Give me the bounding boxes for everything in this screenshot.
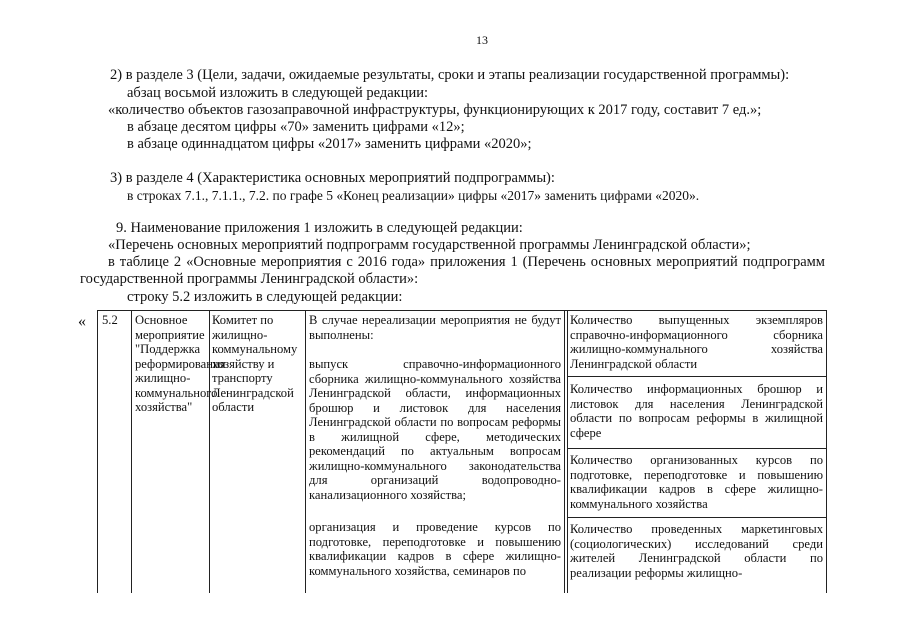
indicator-2: Количество информационных брошюр и листовок для населения Ленинградской области по вопросам реформы в жилищной сфере	[570, 382, 823, 440]
row-number: 5.2	[102, 313, 118, 327]
section-9-paragraph: в таблице 2 «Основные мероприятия с 2016 года» приложения 1 (Перечень основных мероприятий подпрограмм государственной программы Ленинградской области»:	[80, 254, 825, 287]
event-name: Основное мероприятие "Поддержка реформирования жилищно-коммунального хозяйства"	[135, 313, 226, 414]
section-2-line-2: «количество объектов газозаправочной инфраструктуры, функционирующих к 2017 году, составит 7 ед.»;	[108, 102, 762, 118]
table-inner-border	[567, 517, 827, 518]
table-inner-border	[567, 376, 827, 377]
section-9-line-3: строку 5.2 изложить в следующей редакции:	[127, 289, 403, 305]
table-top-border	[97, 310, 827, 311]
section-9-line-1: «Перечень основных мероприятий подпрограмм государственной программы Ленинградской области»;	[108, 237, 751, 253]
table-border	[97, 310, 98, 593]
table-row-5-2	[97, 310, 827, 593]
risk-paragraph-1: выпуск справочно-информационного сборника жилищно-коммунального хозяйства Ленинградской области, информационных брошюр и листовок для населения Ленинградской области по вопросам реформы в жилищной сфере, методических рекомендаций по актуальным вопросам жилищно-коммунального законодательства для организаций водопроводно-канализационного хозяйства;	[309, 357, 561, 502]
section-3-line-1: в строках 7.1., 7.1.1., 7.2. по графе 5 «Конец реализации» цифры «2017» заменить цифрами «2020».	[127, 188, 700, 203]
table-border	[131, 310, 132, 593]
table-inner-border	[567, 448, 827, 449]
risk-intro: В случае нереализации мероприятия не будут выполнены:	[309, 313, 561, 342]
executor: Комитет по жилищно-коммунальному хозяйству и транспорту Ленинградской области	[212, 313, 298, 414]
section-2-heading: 2) в разделе 3 (Цели, задачи, ожидаемые результаты, сроки и этапы реализации государственной программы):	[110, 67, 790, 83]
section-2-line-1: абзац восьмой изложить в следующей редакции:	[127, 85, 429, 101]
table-border	[564, 310, 565, 593]
indicator-1: Количество выпущенных экземпляров справочно-информационного сборника жилищно-коммунального хозяйства Ленинградской области	[570, 313, 823, 371]
indicator-4: Количество проведенных маркетинговых (социологических) исследований среди жителей Ленинградской области по реализации реформы жилищно-	[570, 522, 823, 580]
section-3-heading: 3) в разделе 4 (Характеристика основных мероприятий подпрограммы):	[110, 170, 555, 186]
table-border	[209, 310, 210, 593]
table-border	[567, 310, 568, 593]
risk-paragraph-2: организация и проведение курсов по подготовке, переподготовке и повышению квалификации кадров в сфере жилищно-коммунального хозяйства, семинаров по	[309, 520, 561, 578]
table-border	[305, 310, 306, 593]
section-2-line-4: в абзаце одиннадцатом цифры «2017» заменить цифрами «2020»;	[127, 136, 532, 152]
section-2-line-3: в абзаце десятом цифры «70» заменить цифрами «12»;	[127, 119, 465, 135]
indicator-3: Количество организованных курсов по подготовке, переподготовке и повышению квалификации кадров в сфере жилищно-коммунального хозяйства	[570, 453, 823, 511]
page-number: 13	[476, 33, 488, 47]
table-border	[826, 310, 827, 593]
section-9-heading: 9. Наименование приложения 1 изложить в следующей редакции:	[116, 220, 523, 236]
table-open-quote: «	[78, 313, 86, 330]
